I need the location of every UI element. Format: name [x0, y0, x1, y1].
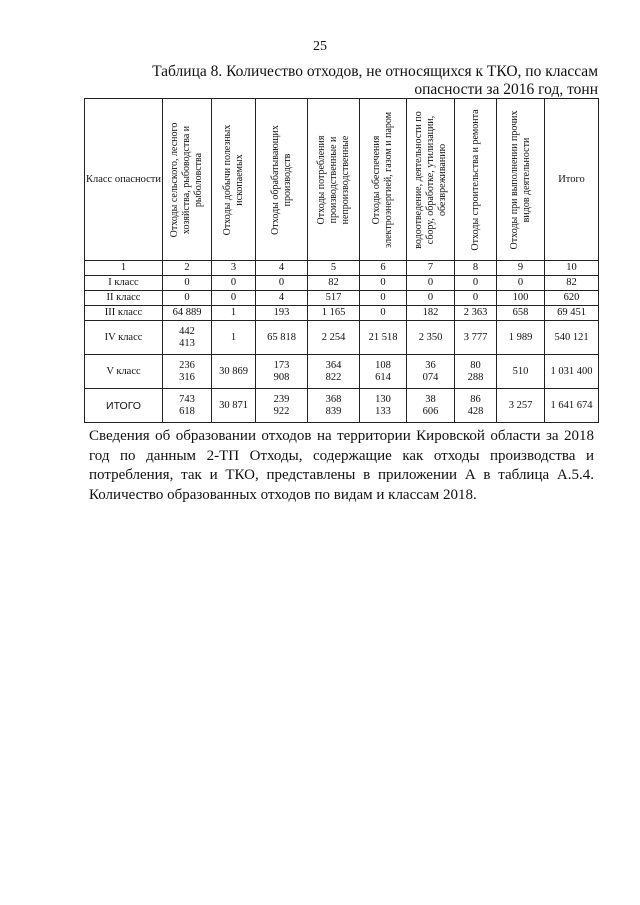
table-cell: 510	[497, 355, 545, 389]
table-row	[85, 355, 599, 389]
header-mining: Отходы добычи полезных ископаемых	[212, 99, 256, 261]
column-number: 10	[545, 261, 599, 276]
row-label: I класс	[85, 276, 163, 291]
table-row	[85, 306, 599, 321]
row-label: II класс	[85, 291, 163, 306]
table-row	[85, 291, 599, 306]
table-cell: 0	[256, 276, 308, 291]
table-cell: 0	[212, 291, 256, 306]
row-label: V класс	[85, 355, 163, 389]
table-cell: 540 121	[545, 321, 599, 355]
table-cell: 0	[163, 276, 212, 291]
table-cell: 0	[455, 291, 497, 306]
table-cell: 2 254	[308, 321, 360, 355]
table-cell: 364 822	[308, 355, 360, 389]
table-cell: 0	[407, 276, 455, 291]
table-cell: 21 518	[360, 321, 407, 355]
table-cell: 30 869	[212, 355, 256, 389]
table-cell: 658	[497, 306, 545, 321]
table-cell: 0	[455, 276, 497, 291]
table-cell: 743 618	[163, 389, 212, 423]
table-cell: 1 989	[497, 321, 545, 355]
table-cell: 368 839	[308, 389, 360, 423]
header-total: Итого	[545, 99, 599, 261]
column-number: 9	[497, 261, 545, 276]
table-cell: 442 413	[163, 321, 212, 355]
table-cell: 620	[545, 291, 599, 306]
column-number: 5	[308, 261, 360, 276]
table-cell: 4	[256, 291, 308, 306]
header-energy: Отходы обеспечения электроэнергией, газом и паром	[360, 99, 407, 261]
header-other: Отходы при выполнении прочих видов деятельности	[497, 99, 545, 261]
table-cell: 0	[407, 291, 455, 306]
table-cell: 86 428	[455, 389, 497, 423]
table-cell: 0	[360, 276, 407, 291]
table-cell: 173 908	[256, 355, 308, 389]
table-cell: 517	[308, 291, 360, 306]
column-number: 8	[455, 261, 497, 276]
row-label: III класс	[85, 306, 163, 321]
table-cell: 65 818	[256, 321, 308, 355]
header-construction: Отходы строительства и ремонта	[455, 99, 497, 261]
header-agriculture: Отходы сельского, лесного хозяйства, рыбоводства и рыболовства	[163, 99, 212, 261]
table-cell: 3 257	[497, 389, 545, 423]
table-cell: 236 316	[163, 355, 212, 389]
table-cell: 182	[407, 306, 455, 321]
table-cell: 80 288	[455, 355, 497, 389]
header-consumption: Отходы потребления производственные и непроизводственные	[308, 99, 360, 261]
table-cell: 239 922	[256, 389, 308, 423]
column-number: 2	[163, 261, 212, 276]
caption-line-2: опасности за 2016 год, тонн	[414, 81, 598, 98]
waste-table	[84, 98, 599, 423]
table-cell: 2 363	[455, 306, 497, 321]
table-cell: 69 451	[545, 306, 599, 321]
table-cell: 0	[163, 291, 212, 306]
table-cell: 193	[256, 306, 308, 321]
table-cell: 0	[497, 276, 545, 291]
body-paragraph: Сведения об образовании отходов на территории Кировской области за 2018 год по данным 2-ТП Отходы, содержащие как отходы производства и потребления, так и ТКО, представлены в приложении А в таблица А.5.4. Количество образованных отходов по видам и классам 2018.	[89, 428, 594, 503]
table-cell: 64 889	[163, 306, 212, 321]
table-cell: 130 133	[360, 389, 407, 423]
row-label: IV класс	[85, 321, 163, 355]
header-water-waste: водоотведение, деятельности по сбору, обработке, утилизации, обезвреживанию	[407, 99, 455, 261]
table-cell: 3 777	[455, 321, 497, 355]
table-caption	[84, 63, 598, 99]
table-cell: 38 606	[407, 389, 455, 423]
table-cell: 30 871	[212, 389, 256, 423]
table-cell: 1	[212, 321, 256, 355]
table-cell: 0	[360, 291, 407, 306]
column-number: 1	[85, 261, 163, 276]
table-cell: 36 074	[407, 355, 455, 389]
table-cell: 108 614	[360, 355, 407, 389]
table-cell: 82	[308, 276, 360, 291]
page-number: 25	[313, 39, 327, 54]
header-row	[85, 99, 599, 261]
column-number: 3	[212, 261, 256, 276]
table-cell: 0	[212, 276, 256, 291]
header-hazard-class: Класс опасности	[85, 99, 163, 261]
table-cell: 1	[212, 306, 256, 321]
table-cell: 100	[497, 291, 545, 306]
table-cell: 2 350	[407, 321, 455, 355]
table-row	[85, 276, 599, 291]
caption-line-1: Таблица 8. Количество отходов, не относящихся к ТКО, по классам	[152, 63, 598, 80]
table-cell: 82	[545, 276, 599, 291]
table-cell: 1 165	[308, 306, 360, 321]
header-manufacturing: Отходы обрабатывающих производств	[256, 99, 308, 261]
table-cell: 0	[360, 306, 407, 321]
table-cell: 1 031 400	[545, 355, 599, 389]
column-number: 6	[360, 261, 407, 276]
column-number: 4	[256, 261, 308, 276]
table-cell: 1 641 674	[545, 389, 599, 423]
table-row	[85, 389, 599, 423]
table-row	[85, 321, 599, 355]
column-number: 7	[407, 261, 455, 276]
column-number-row	[85, 261, 599, 276]
row-label-total: ИТОГО	[85, 389, 163, 423]
